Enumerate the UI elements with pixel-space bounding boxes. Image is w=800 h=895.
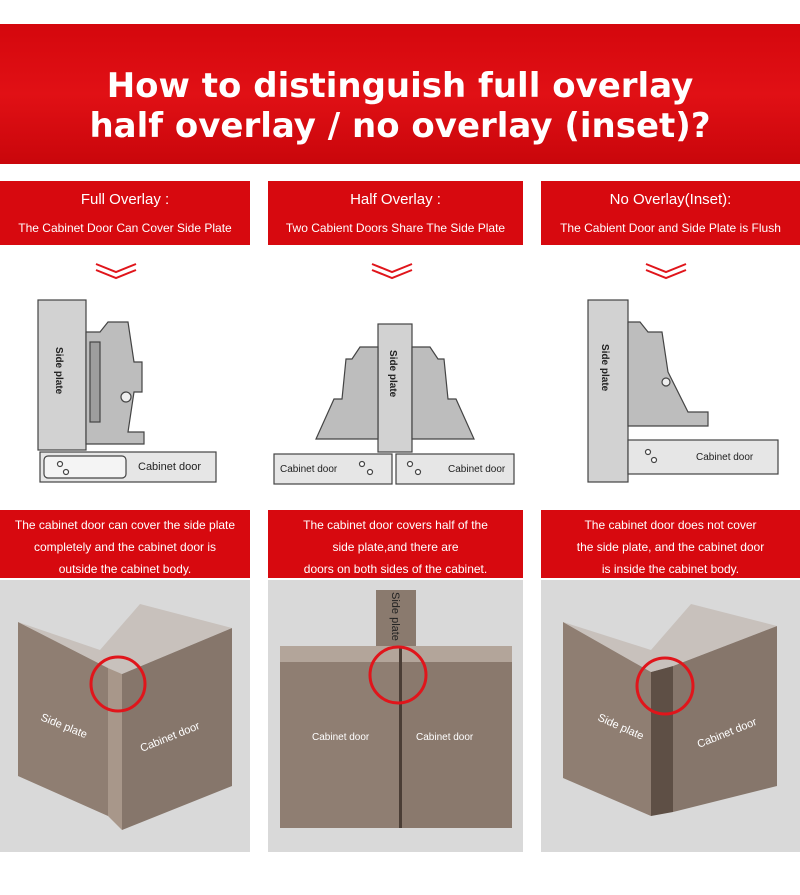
half-overlay-subheading: Two Cabient Doors Share The Side Plate	[285, 221, 506, 235]
hinge-right	[412, 347, 474, 439]
description-line: is inside the cabinet body.	[601, 562, 740, 576]
no-overlay-hinge-diagram	[580, 292, 790, 492]
diagram-side-plate-label: Side plate	[387, 350, 398, 398]
half-overlay-heading: Half Overlay :	[350, 191, 441, 208]
diagram-cabinet-door-label: Cabinet door	[138, 461, 201, 473]
full-overlay-subheading: The Cabinet Door Can Cover Side Plate	[18, 221, 232, 235]
title-banner	[0, 24, 800, 164]
full-overlay-description	[0, 510, 250, 578]
description-line: outside the cabinet body.	[58, 562, 192, 576]
description-line: The cabinet door covers half of the	[303, 518, 488, 532]
diagram-cabinet-door-label: Cabinet door	[696, 452, 754, 463]
no-overlay-header	[541, 181, 800, 245]
diagram-cabinet-door-left-label: Cabinet door	[280, 464, 338, 475]
no-overlay-heading: No Overlay(Inset):	[609, 191, 732, 208]
photo-side-plate-label: Side plate	[38, 711, 89, 742]
photo-cabinet-door-label: Cabinet door	[695, 716, 759, 751]
hinge-arm	[628, 322, 708, 426]
no-overlay-subheading: The Cabient Door and Side Plate is Flush	[560, 221, 781, 235]
full-overlay-header	[0, 181, 250, 245]
chevron-down-icon	[644, 262, 688, 280]
diagram-side-plate-label: Side plate	[53, 347, 64, 395]
title-line-2: half overlay / no overlay (inset)?	[89, 106, 711, 146]
diagram-cabinet-door-right-label: Cabinet door	[448, 464, 506, 475]
full-overlay-hinge-diagram	[30, 292, 240, 492]
title-line-1: How to distinguish full overlay	[106, 66, 694, 106]
description-line: The cabinet door does not cover	[584, 518, 757, 532]
photo-cabinet-door-right-label: Cabinet door	[416, 732, 474, 743]
description-line: side plate,and there are	[332, 540, 459, 554]
half-overlay-description	[268, 510, 523, 578]
description-line: doors on both sides of the cabinet.	[303, 562, 488, 576]
photo-side-plate-label: Side plate	[595, 711, 646, 743]
photo-cabinet-door-label: Cabinet door	[138, 720, 202, 755]
description-line: completely and the cabinet door is	[33, 540, 217, 554]
description-line: the side plate, and the cabinet door	[576, 540, 765, 554]
half-overlay-photo	[268, 580, 523, 852]
half-overlay-hinge-diagram	[272, 292, 522, 492]
chevron-down-icon	[370, 262, 414, 280]
no-overlay-description	[541, 510, 800, 578]
top-spacer	[0, 0, 800, 24]
hinge-left	[316, 347, 378, 439]
full-overlay-heading: Full Overlay :	[80, 191, 170, 208]
half-overlay-header	[268, 181, 523, 245]
chevron-down-icon	[94, 262, 138, 280]
description-line: The cabinet door can cover the side plate	[14, 518, 236, 532]
diagram-side-plate-label: Side plate	[599, 344, 610, 392]
no-overlay-photo	[541, 580, 800, 852]
photo-side-plate-label: Side plate	[389, 592, 401, 641]
side-plate-edge	[651, 666, 673, 816]
photo-cabinet-door-left-label: Cabinet door	[312, 732, 370, 743]
page-title	[0, 66, 800, 146]
full-overlay-photo	[0, 580, 250, 852]
